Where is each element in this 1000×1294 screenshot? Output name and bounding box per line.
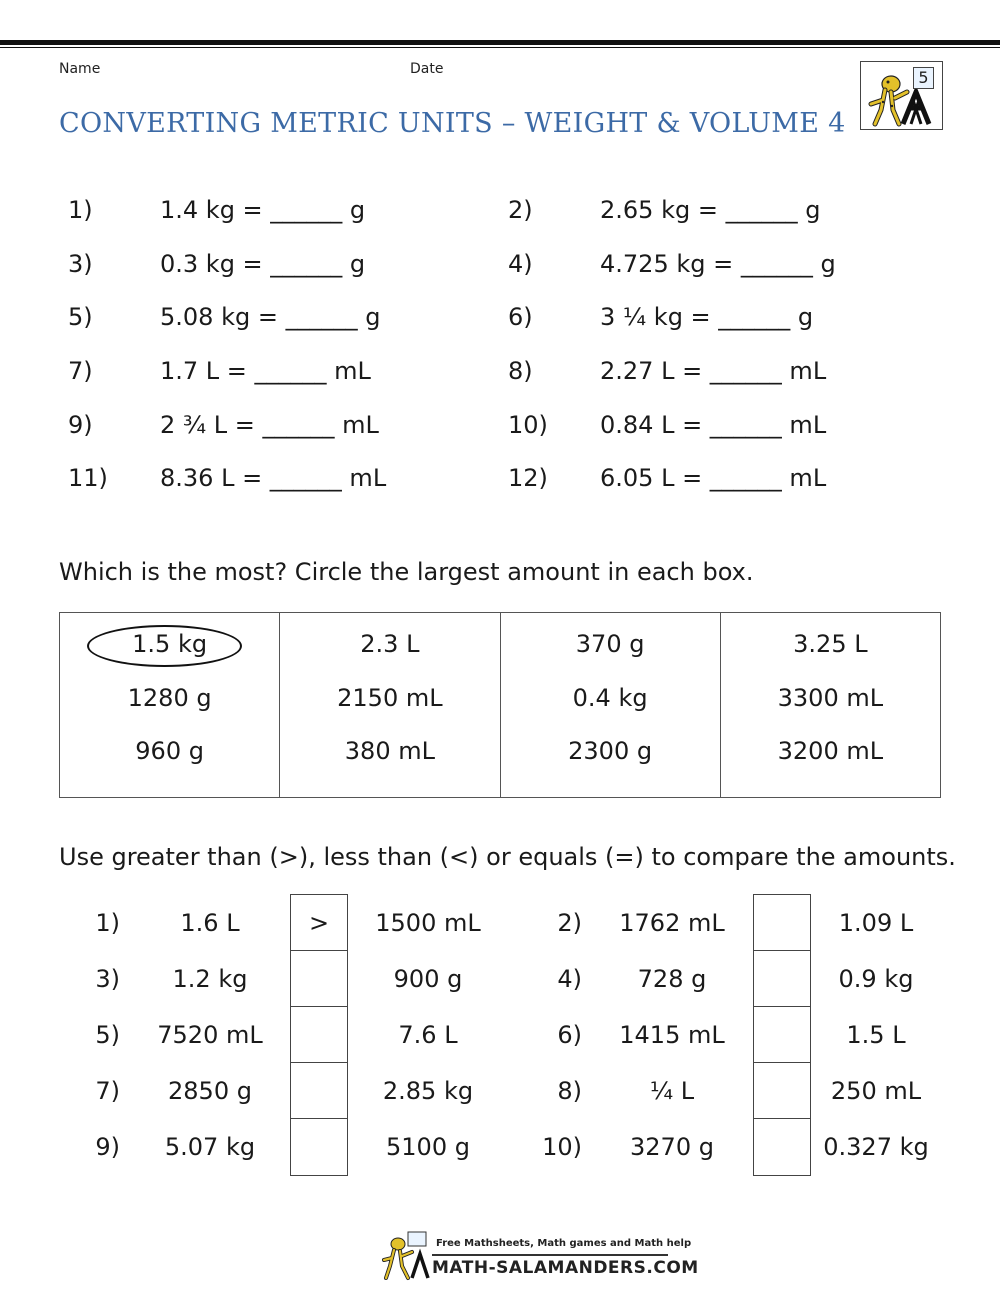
worksheet-title: CONVERTING METRIC UNITS – WEIGHT & VOLUME 4 bbox=[59, 108, 846, 139]
footer-logo[interactable] bbox=[380, 1230, 699, 1282]
grade-number: 5 bbox=[913, 67, 934, 89]
compare-amount-a: 5.07 kg bbox=[164, 1133, 256, 1161]
question-expression: 2.27 L = ______ mL bbox=[600, 357, 827, 385]
most-box bbox=[60, 613, 280, 797]
compare-amount-b: 1.09 L bbox=[838, 909, 914, 937]
compare-number: 6) bbox=[557, 1021, 582, 1049]
question-number: 5) bbox=[68, 303, 93, 331]
top-rule-thin bbox=[0, 47, 1000, 48]
amount-option[interactable]: 2150 mL bbox=[337, 684, 443, 712]
compare-number: 10) bbox=[542, 1133, 582, 1161]
amount-option[interactable]: 370 g bbox=[575, 630, 645, 658]
compare-answer-box[interactable] bbox=[754, 951, 810, 1007]
most-boxes-table bbox=[59, 612, 941, 798]
compare-amount-a: 728 g bbox=[637, 965, 707, 993]
compare-amount-b: 2.85 kg bbox=[382, 1077, 474, 1105]
compare-answer-box[interactable] bbox=[291, 1119, 347, 1175]
question-number: 12) bbox=[508, 464, 548, 492]
compare-answer-box[interactable] bbox=[291, 951, 347, 1007]
amount-option[interactable]: 3.25 L bbox=[793, 630, 868, 658]
question-expression: 4.725 kg = ______ g bbox=[600, 250, 836, 278]
compare-number: 1) bbox=[95, 909, 120, 937]
compare-number: 9) bbox=[95, 1133, 120, 1161]
amount-option[interactable]: 960 g bbox=[135, 737, 204, 765]
footer-site-link[interactable]: MATH-SALAMANDERS.COM bbox=[432, 1258, 699, 1278]
most-instruction: Which is the most? Circle the largest amount in each box. bbox=[59, 558, 754, 586]
amount-option[interactable]: 1.5 kg bbox=[132, 630, 208, 658]
compare-amount-b: 0.327 kg bbox=[823, 1133, 929, 1161]
compare-answer-box[interactable] bbox=[754, 1063, 810, 1119]
amount-option[interactable]: 2.3 L bbox=[360, 630, 420, 658]
question-expression: 0.84 L = ______ mL bbox=[600, 411, 827, 439]
compare-number: 5) bbox=[95, 1021, 120, 1049]
question-number: 9) bbox=[68, 411, 93, 439]
most-box bbox=[280, 613, 500, 797]
compare-amount-b: 0.9 kg bbox=[838, 965, 914, 993]
question-number: 11) bbox=[68, 464, 108, 492]
compare-amount-b: 7.6 L bbox=[398, 1021, 458, 1049]
amount-option[interactable]: 3200 mL bbox=[777, 737, 884, 765]
question-expression: 3 ¼ kg = ______ g bbox=[600, 303, 814, 331]
question-expression: 5.08 kg = ______ g bbox=[160, 303, 381, 331]
compare-amount-a: 1.2 kg bbox=[172, 965, 248, 993]
question-expression: 1.7 L = ______ mL bbox=[160, 357, 371, 385]
salamander-footer-icon bbox=[380, 1230, 432, 1282]
compare-amount-a: 1762 mL bbox=[619, 909, 725, 937]
name-label: Name bbox=[59, 61, 101, 77]
compare-amount-b: 1.5 L bbox=[846, 1021, 906, 1049]
question-number: 6) bbox=[508, 303, 533, 331]
compare-amount-a: 1415 mL bbox=[619, 1021, 725, 1049]
amount-option[interactable]: 1280 g bbox=[127, 684, 212, 712]
compare-amount-a: 3270 g bbox=[630, 1133, 714, 1161]
compare-number: 4) bbox=[557, 965, 582, 993]
compare-answer-column bbox=[290, 894, 348, 1176]
compare-answer-box[interactable]: > bbox=[291, 895, 347, 951]
question-expression: 8.36 L = ______ mL bbox=[160, 464, 387, 492]
compare-answer-box[interactable] bbox=[754, 1119, 810, 1175]
question-expression: 6.05 L = ______ mL bbox=[600, 464, 827, 492]
compare-amount-a: 1.6 L bbox=[180, 909, 240, 937]
compare-number: 3) bbox=[95, 965, 120, 993]
compare-amount-b: 250 mL bbox=[830, 1077, 922, 1105]
compare-number: 8) bbox=[557, 1077, 582, 1105]
compare-answer-box[interactable] bbox=[754, 1007, 810, 1063]
most-box bbox=[721, 613, 940, 797]
question-number: 4) bbox=[508, 250, 533, 278]
question-number: 8) bbox=[508, 357, 533, 385]
compare-amount-a: ¼ L bbox=[649, 1077, 695, 1105]
question-number: 1) bbox=[68, 196, 93, 224]
question-expression: 2.65 kg = ______ g bbox=[600, 196, 821, 224]
amount-option[interactable]: 3300 mL bbox=[777, 684, 884, 712]
question-expression: 2 ¾ L = ______ mL bbox=[160, 411, 379, 439]
compare-amount-b: 5100 g bbox=[386, 1133, 470, 1161]
grade-badge-logo bbox=[860, 61, 943, 130]
question-number: 3) bbox=[68, 250, 93, 278]
compare-amount-a: 2850 g bbox=[168, 1077, 252, 1105]
question-number: 2) bbox=[508, 196, 533, 224]
amount-option[interactable]: 380 mL bbox=[344, 737, 435, 765]
compare-answer-box[interactable] bbox=[291, 1007, 347, 1063]
amount-option[interactable]: 2300 g bbox=[568, 737, 653, 765]
compare-number: 7) bbox=[95, 1077, 120, 1105]
top-rule bbox=[0, 40, 1000, 45]
date-label: Date bbox=[410, 61, 444, 77]
compare-answer-column bbox=[753, 894, 811, 1176]
compare-answer-box[interactable] bbox=[291, 1063, 347, 1119]
compare-amount-a: 7520 mL bbox=[157, 1021, 263, 1049]
footer-divider bbox=[432, 1254, 668, 1256]
compare-amount-b: 900 g bbox=[393, 965, 463, 993]
most-box bbox=[501, 613, 721, 797]
compare-answer-box[interactable] bbox=[754, 895, 810, 951]
compare-instruction: Use greater than (>), less than (<) or equals (=) to compare the amounts. bbox=[59, 843, 956, 871]
compare-number: 2) bbox=[557, 909, 582, 937]
question-number: 10) bbox=[508, 411, 548, 439]
amount-option[interactable]: 0.4 kg bbox=[572, 684, 648, 712]
footer-tagline: Free Mathsheets, Math games and Math help bbox=[436, 1238, 692, 1249]
compare-amount-b: 1500 mL bbox=[375, 909, 481, 937]
question-expression: 1.4 kg = ______ g bbox=[160, 196, 366, 224]
question-number: 7) bbox=[68, 357, 93, 385]
question-expression: 0.3 kg = ______ g bbox=[160, 250, 366, 278]
